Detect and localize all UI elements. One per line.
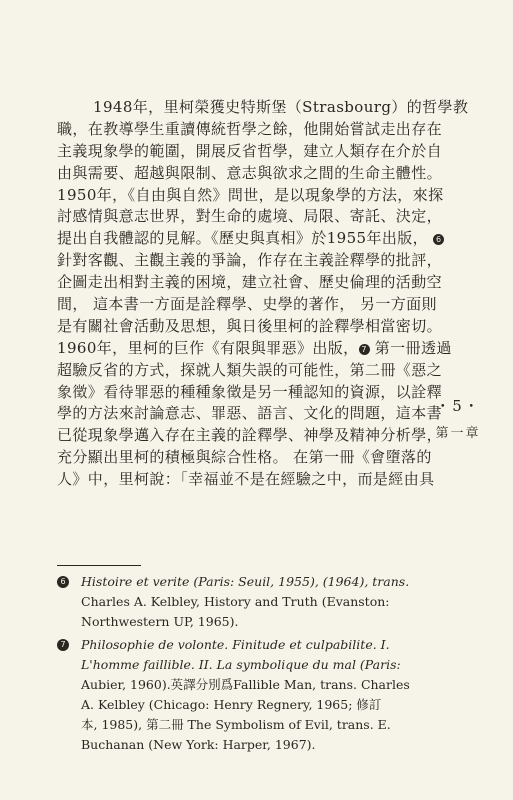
text-line: 已從現象學邁入存在主義的詮釋學、神學及精神分析學， bbox=[57, 426, 443, 445]
text-line: 討感情與意志世界，對生命的處境、局限、寄託、決定， bbox=[57, 207, 443, 226]
page-number: ・5・ bbox=[435, 397, 481, 415]
footnote-6 bbox=[57, 572, 427, 632]
footnote-line: Northwestern UP, 1965). bbox=[81, 614, 239, 629]
footnote-divider bbox=[57, 565, 141, 566]
footnote-line: Buchanan (New York: Harper, 1967). bbox=[81, 737, 316, 752]
text-line: 主義現象學的範圍，開展反省哲學，建立人類存在介於自 bbox=[57, 141, 443, 160]
text-line bbox=[57, 228, 442, 250]
footnote-line: Aubier, 1960).英譯分別爲Fallible Man, trans. Charles bbox=[81, 677, 410, 692]
text-line-content: 提出自我體認的見解。《歷史與真相》於1955年出版， bbox=[57, 229, 429, 248]
footnotes bbox=[57, 569, 427, 755]
footnote-number: 6 bbox=[57, 576, 69, 588]
text-line: 1950年，《自由與自然》問世，是以現象學的方法，來探 bbox=[57, 185, 444, 204]
footnote-line: Histoire et verite (Paris: Seuil, 1955), (1964), trans. bbox=[81, 574, 410, 589]
text-line: 象徵》看待罪惡的種種象徵是另一種認知的資源，以詮釋 bbox=[57, 382, 443, 401]
chapter-label: 第一章 bbox=[435, 426, 481, 441]
footnote-line: Philosophie de volonte. Finitude et culpabilite. I. bbox=[81, 637, 390, 652]
text-line: 1948年，里柯榮獲史特斯堡（Strasbourg）的哲學教 bbox=[93, 98, 469, 116]
footnote-6-marker[interactable]: 6 bbox=[433, 234, 444, 245]
text-line: 由與需要、超越與限制、意志與欲求之間的生命主體性。 bbox=[57, 163, 443, 182]
text-line: 超驗反省的方式，探就人類失誤的可能性，第二冊《惡之 bbox=[57, 360, 443, 379]
text-line: 職，在教導學生重讀傳統哲學之餘，他開始嘗試走出存在 bbox=[57, 119, 443, 138]
footnote-line: Charles A. Kelbley, History and Truth (Evanston: bbox=[81, 594, 390, 609]
text-line bbox=[57, 338, 452, 360]
footnote-7-marker[interactable]: 7 bbox=[359, 344, 370, 355]
footnote-line: 本, 1985), 第二冊 The Symbolism of Evil, trans. E. bbox=[81, 717, 391, 732]
footnote-7 bbox=[57, 635, 427, 755]
footnote-line: L'homme faillible. II. La symbolique du mal (Paris: bbox=[81, 657, 401, 672]
footnote-line: A. Kelbley (Chicago: Henry Regnery, 1965; 修訂 bbox=[81, 697, 382, 712]
text-line: 是有關社會活動及思想，與日後里柯的詮釋學相當密切。 bbox=[57, 316, 443, 335]
text-line: 針對客觀、主觀主義的爭論，作存在主義詮釋學的批評， bbox=[57, 251, 443, 270]
footnote-number: 7 bbox=[57, 639, 69, 651]
text-line: 人》中，里柯說：「幸福並不是在經驗之中，而是經由具 bbox=[57, 470, 435, 489]
page-margin bbox=[428, 395, 488, 445]
text-line: 企圖走出相對主義的困境，建立社會、歷史倫理的活動空 bbox=[57, 273, 443, 292]
text-line: 充分顯出里柯的積極與綜合性格。 在第一冊《會墮落的 bbox=[57, 448, 432, 467]
text-line: 間， 這本書一方面是詮釋學、史學的著作， 另一方面則 bbox=[57, 295, 437, 314]
text-line-tail: 第一冊透過 bbox=[374, 338, 452, 357]
text-line-content: 1960年，里柯的巨作《有限與罪惡》出版， bbox=[57, 338, 359, 357]
text-line: 學的方法來討論意志、罪惡、語言、文化的問題，這本書 bbox=[57, 404, 443, 423]
